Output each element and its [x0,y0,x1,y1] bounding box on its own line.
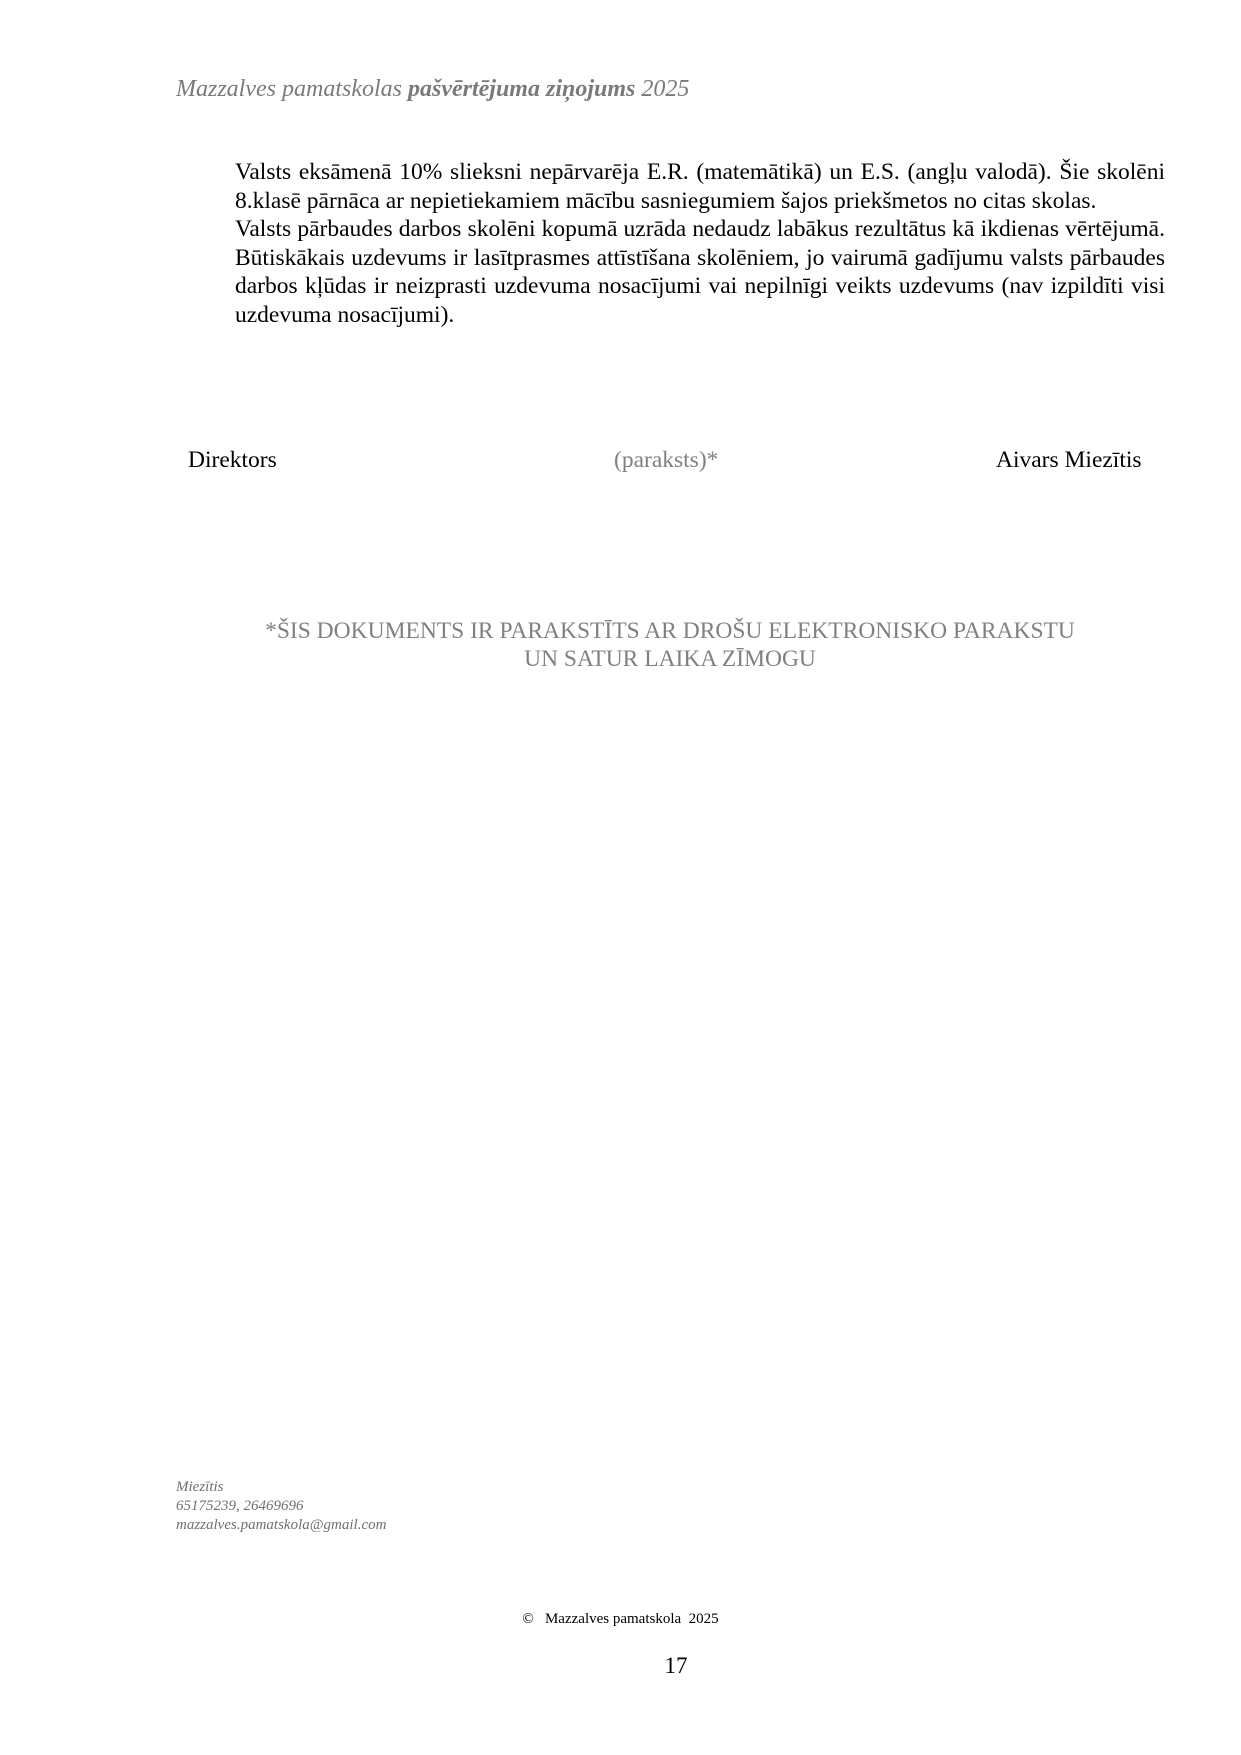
signatory-name: Aivars Miezītis [996,447,1142,473]
signature-placeholder: (paraksts)* [614,447,719,473]
contact-phones: 65175239, 26469696 [176,1498,304,1514]
running-header [176,74,689,104]
notice-line-1: *ŠIS DOKUMENTS IR PARAKSTĪTS AR DROŠU ELEKTRONISKO PARAKSTU [265,618,1075,644]
signature-role: Direktors [188,447,277,473]
contact-email: mazzalves.pamatskola@gmail.com [176,1517,387,1533]
header-bold-title: pašvērtējuma ziņojums [407,76,636,102]
copyright-footer: © Mazzalves pamatskola 2025 [522,1611,719,1627]
notice-line-2: UN SATUR LAIKA ZĪMOGU [524,646,816,672]
header-year: 2025 [635,76,690,102]
body-text [235,158,1165,329]
contact-block [176,1478,386,1535]
contact-name: Miezītis [176,1479,224,1495]
paragraph-exam-threshold: Valsts eksāmenā 10% slieksni nepārvarēja E.R. (matemātikā) un E.S. (angļu valodā). Šie skolēni 8.klasē pārnāca ar nepietiekamiem mācību sasniegumiem šajos priekšmetos no citas skolas. [235,159,1165,214]
paragraph-test-results: Valsts pārbaudes darbos skolēni kopumā uzrāda nedaudz labākus rezultātus kā ikdienas vērtējumā. Būtiskākais uzdevums ir lasītprasmes attīstīšana skolēniem, jo vairumā gadījumu valsts pārbaudes darbos kļūdas ir neizprasti uzdevuma nosacījumi vai nepilnīgi veikts uzdevums (nav izpildīti visi uzdevuma nosacījumi). [235,216,1165,328]
header-prefix: Mazzalves pamatskolas [176,76,408,102]
page-number: 17 [664,1653,688,1678]
electronic-signature-notice [170,617,1170,673]
